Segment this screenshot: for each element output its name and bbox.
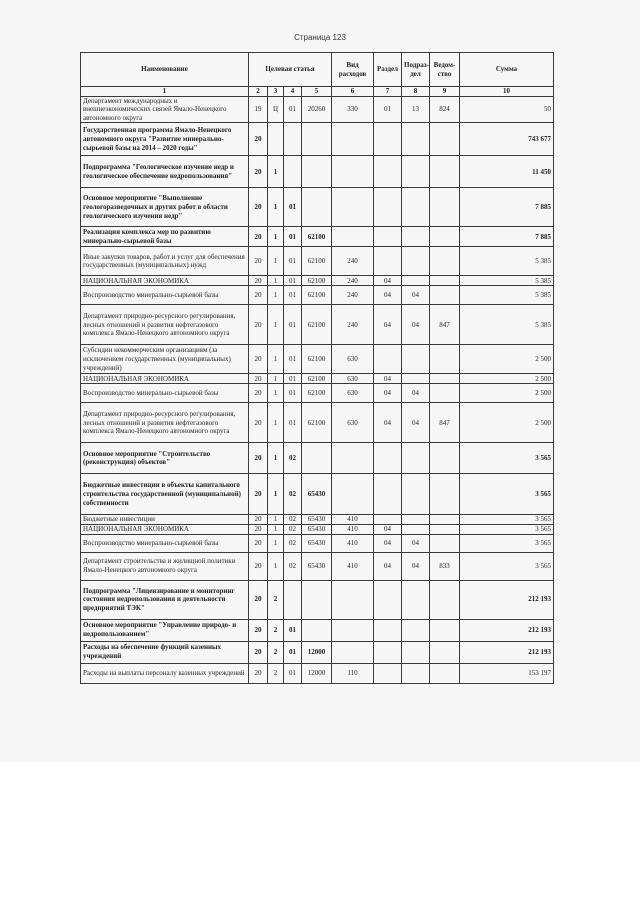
subsection-cell: [402, 345, 430, 374]
target-code-3-cell: [284, 123, 302, 156]
subsection-cell: [402, 247, 430, 276]
target-code-2-cell: 1: [268, 403, 284, 443]
amount-cell: 5 385: [460, 286, 554, 305]
section-cell: [374, 345, 402, 374]
amount-cell: 212 193: [460, 580, 554, 619]
section-cell: [374, 123, 402, 156]
row-name-cell: Расходы на обеспечение функций казенных учреждений: [81, 641, 249, 663]
target-code-1-cell: 20: [249, 443, 268, 474]
table-row: [81, 188, 554, 227]
target-code-2-cell: 2: [268, 663, 284, 683]
department-cell: [430, 123, 460, 156]
row-name-cell: Воспроизводство минерально-сырьевой базы: [81, 384, 249, 403]
target-code-2-cell: 2: [268, 619, 284, 641]
target-code-2-cell: 1: [268, 188, 284, 227]
target-code-3-cell: 01: [284, 374, 302, 384]
department-cell: 824: [430, 96, 460, 123]
amount-cell: 50: [460, 96, 554, 123]
department-cell: 847: [430, 305, 460, 345]
table-row: [81, 227, 554, 247]
target-code-3-cell: 01: [284, 188, 302, 227]
section-cell: 04: [374, 403, 402, 443]
expense-kind-cell: 630: [332, 374, 374, 384]
target-code-3-cell: 01: [284, 286, 302, 305]
section-cell: 04: [374, 384, 402, 403]
section-cell: [374, 227, 402, 247]
department-cell: [430, 524, 460, 534]
expense-kind-cell: [332, 188, 374, 227]
subsection-cell: 04: [402, 286, 430, 305]
expense-kind-cell: [332, 156, 374, 188]
row-name-cell: Департамент строительства и жилищной политики Ямало-Ненецкого автономного округа: [81, 552, 249, 580]
department-cell: [430, 663, 460, 683]
column-number: 4: [284, 87, 302, 97]
row-name-cell: НАЦИОНАЛЬНАЯ ЭКОНОМИКА: [81, 524, 249, 534]
section-cell: [374, 663, 402, 683]
target-code-2-cell: Ц: [268, 96, 284, 123]
expense-kind-cell: 410: [332, 515, 374, 525]
table-row: [81, 403, 554, 443]
target-code-1-cell: 20: [249, 345, 268, 374]
department-cell: [430, 443, 460, 474]
section-cell: 04: [374, 524, 402, 534]
target-code-1-cell: 20: [249, 403, 268, 443]
department-cell: [430, 276, 460, 286]
table-row: [81, 474, 554, 515]
amount-cell: 3 565: [460, 524, 554, 534]
expense-kind-cell: 330: [332, 96, 374, 123]
target-code-4-cell: [302, 619, 332, 641]
row-name-cell: Государственная программа Ямало-Ненецкого автономного округа "Развитие минерально-сырьевой базы на 2014 – 2020 годы": [81, 123, 249, 156]
target-code-3-cell: 01: [284, 345, 302, 374]
table-row: [81, 156, 554, 188]
amount-cell: 2 500: [460, 384, 554, 403]
target-code-4-cell: 12000: [302, 641, 332, 663]
target-code-3-cell: 01: [284, 619, 302, 641]
expense-kind-cell: [332, 580, 374, 619]
target-code-2-cell: 1: [268, 534, 284, 552]
target-code-4-cell: 20260: [302, 96, 332, 123]
target-code-3-cell: 01: [284, 384, 302, 403]
section-cell: 04: [374, 552, 402, 580]
department-cell: [430, 619, 460, 641]
target-code-3-cell: 02: [284, 524, 302, 534]
department-cell: [430, 384, 460, 403]
target-code-3-cell: 01: [284, 227, 302, 247]
department-cell: [430, 474, 460, 515]
col-header-dept: Ведом-ство: [430, 53, 460, 87]
section-cell: [374, 156, 402, 188]
section-cell: [374, 619, 402, 641]
target-code-2-cell: 1: [268, 276, 284, 286]
target-code-2-cell: 1: [268, 247, 284, 276]
row-name-cell: Бюджетные инвестиции: [81, 515, 249, 525]
expense-kind-cell: 110: [332, 663, 374, 683]
subsection-cell: [402, 619, 430, 641]
expense-kind-cell: 410: [332, 534, 374, 552]
target-code-2-cell: 1: [268, 443, 284, 474]
target-code-2-cell: 1: [268, 345, 284, 374]
subsection-cell: [402, 663, 430, 683]
expense-kind-cell: [332, 474, 374, 515]
target-code-4-cell: 65430: [302, 515, 332, 525]
target-code-4-cell: 65430: [302, 534, 332, 552]
target-code-3-cell: 01: [284, 247, 302, 276]
target-code-3-cell: 02: [284, 474, 302, 515]
row-name-cell: Департамент международных и внешнеэкономических связей Ямало-Ненецкого автономного округа: [81, 96, 249, 123]
table-row: [81, 534, 554, 552]
target-code-2-cell: 1: [268, 305, 284, 345]
row-name-cell: Воспроизводство минерально-сырьевой базы: [81, 286, 249, 305]
department-cell: [430, 345, 460, 374]
header-row: [81, 53, 554, 87]
row-name-cell: Субсидии некоммерческим организациям (за исключением государственных (муниципальных) учреждений): [81, 345, 249, 374]
subsection-cell: [402, 474, 430, 515]
target-code-3-cell: 02: [284, 443, 302, 474]
col-header-sum: Сумма: [460, 53, 554, 87]
amount-cell: 3 565: [460, 443, 554, 474]
column-number: 10: [460, 87, 554, 97]
subsection-cell: [402, 227, 430, 247]
target-code-1-cell: 20: [249, 534, 268, 552]
expense-kind-cell: 240: [332, 247, 374, 276]
subsection-cell: 04: [402, 384, 430, 403]
expense-kind-cell: 240: [332, 286, 374, 305]
row-name-cell: Иные закупки товаров, работ и услуг для обеспечения государственных (муниципальных) нужд: [81, 247, 249, 276]
section-cell: 04: [374, 305, 402, 345]
target-code-4-cell: [302, 123, 332, 156]
department-cell: [430, 580, 460, 619]
target-code-1-cell: 19: [249, 96, 268, 123]
subsection-cell: [402, 443, 430, 474]
expense-kind-cell: [332, 227, 374, 247]
amount-cell: 3 565: [460, 474, 554, 515]
target-code-3-cell: 02: [284, 552, 302, 580]
expense-kind-cell: [332, 619, 374, 641]
target-code-2-cell: [268, 123, 284, 156]
amount-cell: 5 385: [460, 247, 554, 276]
column-numbers-row: [81, 87, 554, 97]
col-header-kind: Вид расходов: [332, 53, 374, 87]
target-code-1-cell: 20: [249, 286, 268, 305]
target-code-2-cell: 1: [268, 286, 284, 305]
section-cell: [374, 443, 402, 474]
table-row: [81, 580, 554, 619]
amount-cell: 11 450: [460, 156, 554, 188]
table-row: [81, 443, 554, 474]
target-code-1-cell: 20: [249, 641, 268, 663]
target-code-4-cell: [302, 443, 332, 474]
department-cell: [430, 534, 460, 552]
amount-cell: 5 385: [460, 276, 554, 286]
subsection-cell: [402, 276, 430, 286]
section-cell: 04: [374, 534, 402, 552]
table-row: [81, 663, 554, 683]
row-name-cell: Основное мероприятие "Выполнение геологоразведочных и других работ в области геологического изучения недр": [81, 188, 249, 227]
table-row: [81, 96, 554, 123]
target-code-2-cell: 2: [268, 580, 284, 619]
target-code-1-cell: 20: [249, 515, 268, 525]
budget-table: [80, 52, 554, 684]
table-row: [81, 524, 554, 534]
target-code-1-cell: 20: [249, 156, 268, 188]
target-code-1-cell: 20: [249, 580, 268, 619]
target-code-4-cell: 62100: [302, 305, 332, 345]
target-code-4-cell: 65430: [302, 524, 332, 534]
section-cell: [374, 641, 402, 663]
subsection-cell: [402, 156, 430, 188]
subsection-cell: 04: [402, 305, 430, 345]
target-code-4-cell: 65430: [302, 474, 332, 515]
row-name-cell: Подпрограмма "Геологическое изучение недр и геологическое обеспечение недропользования": [81, 156, 249, 188]
expense-kind-cell: 410: [332, 552, 374, 580]
department-cell: [430, 247, 460, 276]
table-row: [81, 123, 554, 156]
table-row: [81, 374, 554, 384]
target-code-1-cell: 20: [249, 247, 268, 276]
department-cell: [430, 286, 460, 305]
column-number: 1: [81, 87, 249, 97]
row-name-cell: Бюджетные инвестиции в объекты капитального строительства государственной (муниципальной) собственности: [81, 474, 249, 515]
section-cell: 04: [374, 286, 402, 305]
column-number: 8: [402, 87, 430, 97]
target-code-4-cell: [302, 188, 332, 227]
table-row: [81, 619, 554, 641]
amount-cell: 5 385: [460, 305, 554, 345]
expense-kind-cell: 630: [332, 345, 374, 374]
amount-cell: 153 197: [460, 663, 554, 683]
table-row: [81, 345, 554, 374]
subsection-cell: 04: [402, 552, 430, 580]
target-code-4-cell: 62100: [302, 276, 332, 286]
target-code-2-cell: 1: [268, 156, 284, 188]
department-cell: [430, 227, 460, 247]
table-row: [81, 286, 554, 305]
row-name-cell: Расходы на выплаты персоналу казенных учреждений: [81, 663, 249, 683]
target-code-1-cell: 20: [249, 474, 268, 515]
target-code-4-cell: 62100: [302, 247, 332, 276]
table-row: [81, 515, 554, 525]
amount-cell: 7 885: [460, 227, 554, 247]
row-name-cell: Подпрограмма "Лицензирование и мониторинг состояния недропользования и деятельности предприятий ТЭК": [81, 580, 249, 619]
amount-cell: 212 193: [460, 641, 554, 663]
target-code-3-cell: 01: [284, 663, 302, 683]
section-cell: 04: [374, 276, 402, 286]
department-cell: 833: [430, 552, 460, 580]
table-row: [81, 276, 554, 286]
col-header-name: Наименование: [81, 53, 249, 87]
section-cell: 04: [374, 374, 402, 384]
row-name-cell: Реализация комплекса мер по развитию минерально-сырьевой базы: [81, 227, 249, 247]
expense-kind-cell: 240: [332, 305, 374, 345]
department-cell: [430, 641, 460, 663]
subsection-cell: [402, 524, 430, 534]
column-number: 9: [430, 87, 460, 97]
target-code-1-cell: 20: [249, 305, 268, 345]
target-code-1-cell: 20: [249, 188, 268, 227]
row-name-cell: НАЦИОНАЛЬНАЯ ЭКОНОМИКА: [81, 374, 249, 384]
target-code-4-cell: 62100: [302, 286, 332, 305]
target-code-3-cell: 01: [284, 305, 302, 345]
amount-cell: 743 677: [460, 123, 554, 156]
amount-cell: 7 885: [460, 188, 554, 227]
target-code-2-cell: 1: [268, 524, 284, 534]
target-code-3-cell: 01: [284, 276, 302, 286]
expense-kind-cell: [332, 641, 374, 663]
subsection-cell: [402, 641, 430, 663]
target-code-4-cell: 12000: [302, 663, 332, 683]
col-header-target: Целевая статья: [249, 53, 332, 87]
target-code-4-cell: 62100: [302, 345, 332, 374]
row-name-cell: Основное мероприятие "Строительство (реконструкция) объектов": [81, 443, 249, 474]
subsection-cell: [402, 374, 430, 384]
target-code-1-cell: 20: [249, 663, 268, 683]
row-name-cell: НАЦИОНАЛЬНАЯ ЭКОНОМИКА: [81, 276, 249, 286]
target-code-4-cell: 62100: [302, 374, 332, 384]
expense-kind-cell: 630: [332, 384, 374, 403]
target-code-3-cell: 01: [284, 641, 302, 663]
section-cell: [374, 580, 402, 619]
row-name-cell: Основное мероприятие "Управление природо- и недропользованием": [81, 619, 249, 641]
target-code-4-cell: 62100: [302, 403, 332, 443]
subsection-cell: 04: [402, 534, 430, 552]
amount-cell: 3 565: [460, 515, 554, 525]
target-code-3-cell: [284, 156, 302, 188]
col-header-subsection: Подраз-дел: [402, 53, 430, 87]
table-body: [81, 96, 554, 683]
target-code-1-cell: 20: [249, 619, 268, 641]
target-code-1-cell: 20: [249, 123, 268, 156]
subsection-cell: [402, 580, 430, 619]
target-code-4-cell: 65430: [302, 552, 332, 580]
target-code-3-cell: 02: [284, 534, 302, 552]
section-cell: 01: [374, 96, 402, 123]
column-number: 6: [332, 87, 374, 97]
target-code-2-cell: 1: [268, 474, 284, 515]
target-code-3-cell: 01: [284, 403, 302, 443]
table-row: [81, 384, 554, 403]
target-code-2-cell: 1: [268, 374, 284, 384]
expense-kind-cell: 410: [332, 524, 374, 534]
department-cell: [430, 515, 460, 525]
row-name-cell: Воспроизводство минерально-сырьевой базы: [81, 534, 249, 552]
subsection-cell: [402, 123, 430, 156]
expense-kind-cell: 240: [332, 276, 374, 286]
department-cell: [430, 156, 460, 188]
subsection-cell: 13: [402, 96, 430, 123]
page-number: Страница 123: [294, 33, 346, 42]
section-cell: [374, 188, 402, 227]
target-code-3-cell: 01: [284, 96, 302, 123]
column-number: 7: [374, 87, 402, 97]
target-code-2-cell: 1: [268, 515, 284, 525]
department-cell: [430, 374, 460, 384]
col-header-section: Раздел: [374, 53, 402, 87]
target-code-3-cell: 02: [284, 515, 302, 525]
target-code-2-cell: 1: [268, 552, 284, 580]
target-code-1-cell: 20: [249, 384, 268, 403]
amount-cell: 3 565: [460, 534, 554, 552]
subsection-cell: [402, 515, 430, 525]
target-code-3-cell: [284, 580, 302, 619]
expense-kind-cell: 630: [332, 403, 374, 443]
subsection-cell: [402, 188, 430, 227]
amount-cell: 2 500: [460, 374, 554, 384]
subsection-cell: 04: [402, 403, 430, 443]
row-name-cell: Департамент природно-ресурсного регулирования, лесных отношений и развития нефтегазового комплекса Ямало-Ненецкого автономного округа: [81, 305, 249, 345]
target-code-1-cell: 20: [249, 227, 268, 247]
section-cell: [374, 515, 402, 525]
table-row: [81, 552, 554, 580]
target-code-2-cell: 2: [268, 641, 284, 663]
amount-cell: 3 565: [460, 552, 554, 580]
target-code-2-cell: 1: [268, 384, 284, 403]
target-code-1-cell: 20: [249, 276, 268, 286]
table-row: [81, 305, 554, 345]
column-number: 5: [302, 87, 332, 97]
target-code-4-cell: [302, 156, 332, 188]
department-cell: 847: [430, 403, 460, 443]
target-code-2-cell: 1: [268, 227, 284, 247]
department-cell: [430, 188, 460, 227]
target-code-4-cell: [302, 580, 332, 619]
table-row: [81, 247, 554, 276]
column-number: 3: [268, 87, 284, 97]
amount-cell: 2 500: [460, 403, 554, 443]
table-row: [81, 641, 554, 663]
target-code-1-cell: 20: [249, 524, 268, 534]
expense-kind-cell: [332, 443, 374, 474]
target-code-4-cell: 62100: [302, 384, 332, 403]
amount-cell: 212 193: [460, 619, 554, 641]
row-name-cell: Департамент природно-ресурсного регулирования, лесных отношений и развития нефтегазового комплекса Ямало-Ненецкого автономного округа: [81, 403, 249, 443]
target-code-1-cell: 20: [249, 374, 268, 384]
section-cell: [374, 474, 402, 515]
section-cell: [374, 247, 402, 276]
expense-kind-cell: [332, 123, 374, 156]
amount-cell: 2 500: [460, 345, 554, 374]
column-number: 2: [249, 87, 268, 97]
target-code-1-cell: 20: [249, 552, 268, 580]
target-code-4-cell: 62100: [302, 227, 332, 247]
